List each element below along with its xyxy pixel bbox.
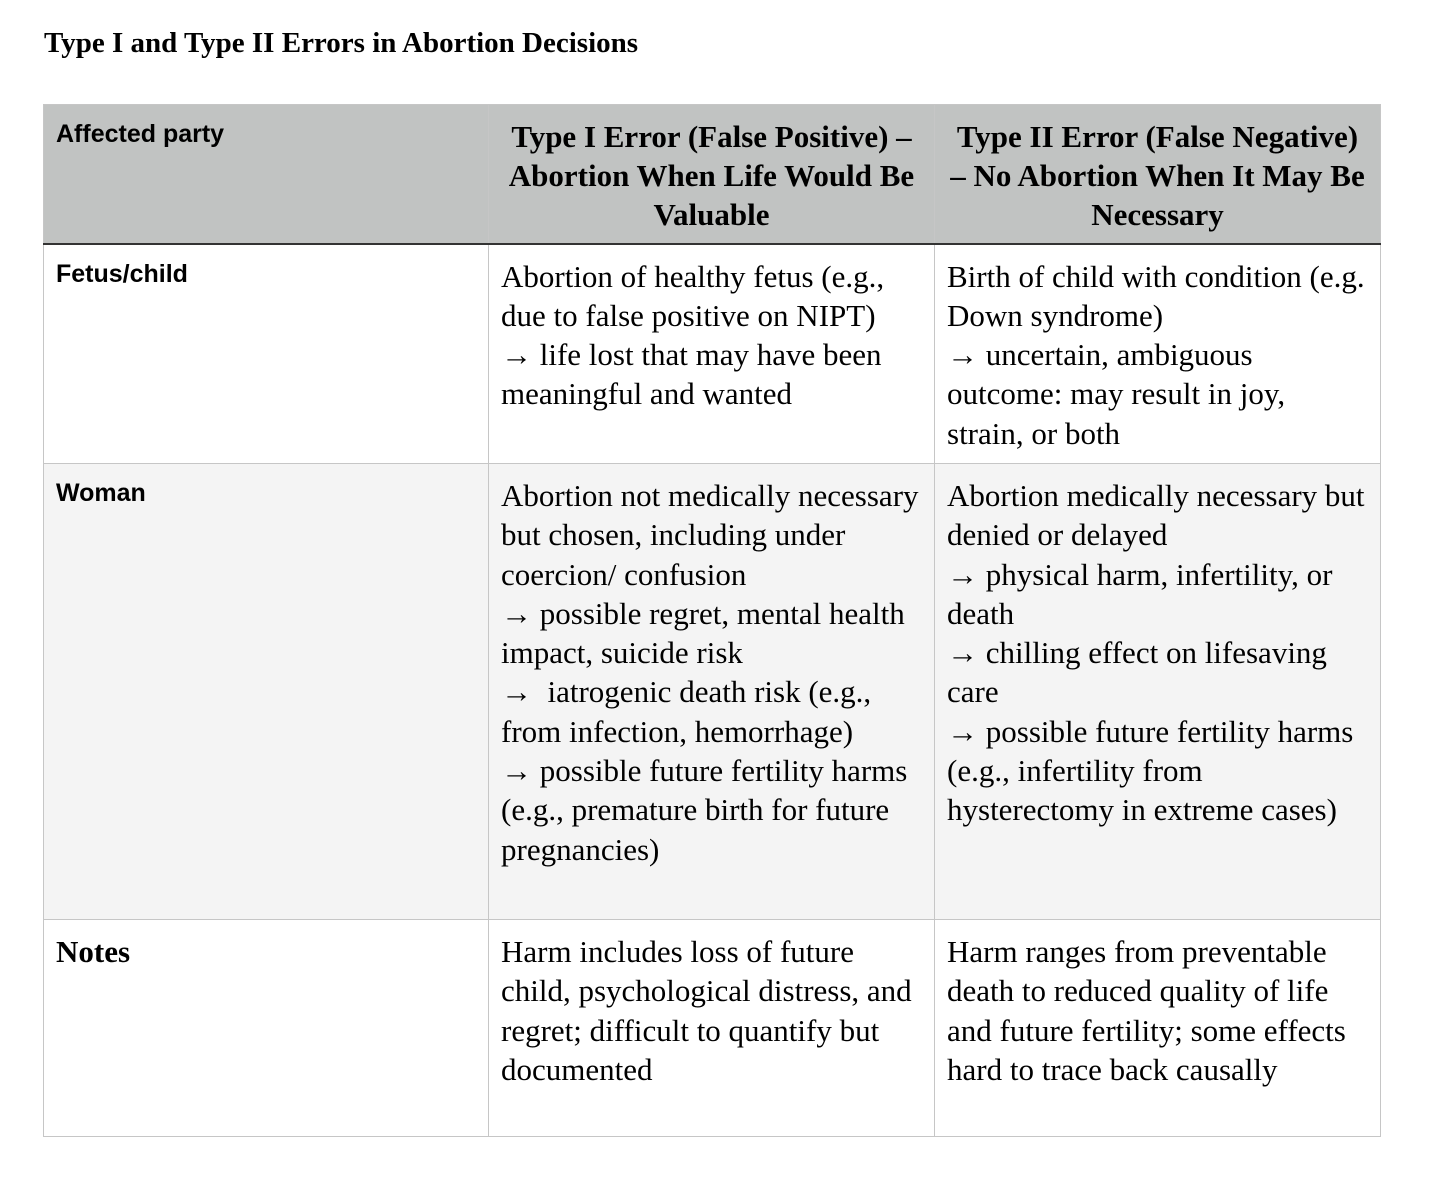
- type-2-cell: [935, 244, 1381, 464]
- header-affected-party: Affected party: [44, 105, 489, 244]
- type-1-cell: [489, 919, 935, 1136]
- error-table-container: [43, 104, 1380, 1137]
- cell-line: Harm includes loss of future child, psychological distress, and regret; difficult to quantify but documented: [501, 933, 920, 1087]
- type-1-cell: [489, 244, 935, 464]
- type-1-cell: [489, 463, 935, 919]
- cell-line: → life lost that may have been meaningful and wanted: [501, 337, 890, 412]
- cell-line: Abortion of healthy fetus (e.g., due to false positive on NIPT): [501, 258, 892, 333]
- document-title: Type I and Type II Errors in Abortion Decisions: [44, 27, 639, 59]
- party-cell: Woman: [44, 463, 489, 919]
- table-header-row: [44, 105, 1381, 244]
- cell-line: → possible future fertility harms (e.g., premature birth for future pregnancies): [501, 753, 916, 867]
- header-type-2-error: Type II Error (False Negative) – No Abortion When It May Be Necessary: [935, 105, 1381, 244]
- type-2-cell: [935, 463, 1381, 919]
- cell-line: → chilling effect on lifesaving care: [947, 635, 1335, 710]
- party-cell: Fetus/child: [44, 244, 489, 464]
- table-row-woman: [44, 463, 1381, 919]
- cell-line: → iatrogenic death risk (e.g., from infection, hemorrhage): [501, 674, 879, 749]
- cell-line: Abortion medically necessary but denied or delayed: [947, 477, 1373, 553]
- cell-line: → physical harm, infertility, or death: [947, 556, 1341, 631]
- type-2-cell: [935, 919, 1381, 1136]
- table-row-fetus-child: [44, 244, 1381, 464]
- error-comparison-table: [43, 104, 1381, 1137]
- cell-line: → possible regret, mental health impact, suicide risk: [501, 595, 913, 671]
- cell-line: → uncertain, ambiguous outcome: may result in joy, strain, or both: [947, 337, 1293, 451]
- table-row-notes: [44, 919, 1381, 1136]
- cell-line: Abortion not medically necessary but chosen, including under coercion/ confusion: [501, 477, 927, 592]
- cell-line: Harm ranges from preventable death to reduced quality of life and future fertility; some effects hard to trace back causally: [947, 933, 1354, 1087]
- cell-line: → possible future fertility harms (e.g., infertility from hysterectomy in extreme cases): [947, 713, 1362, 828]
- cell-line: Birth of child with condition (e.g. Down syndrome): [947, 258, 1373, 333]
- header-type-1-error: Type I Error (False Positive) – Abortion When Life Would Be Valuable: [489, 105, 935, 244]
- party-cell: Notes: [44, 919, 489, 1136]
